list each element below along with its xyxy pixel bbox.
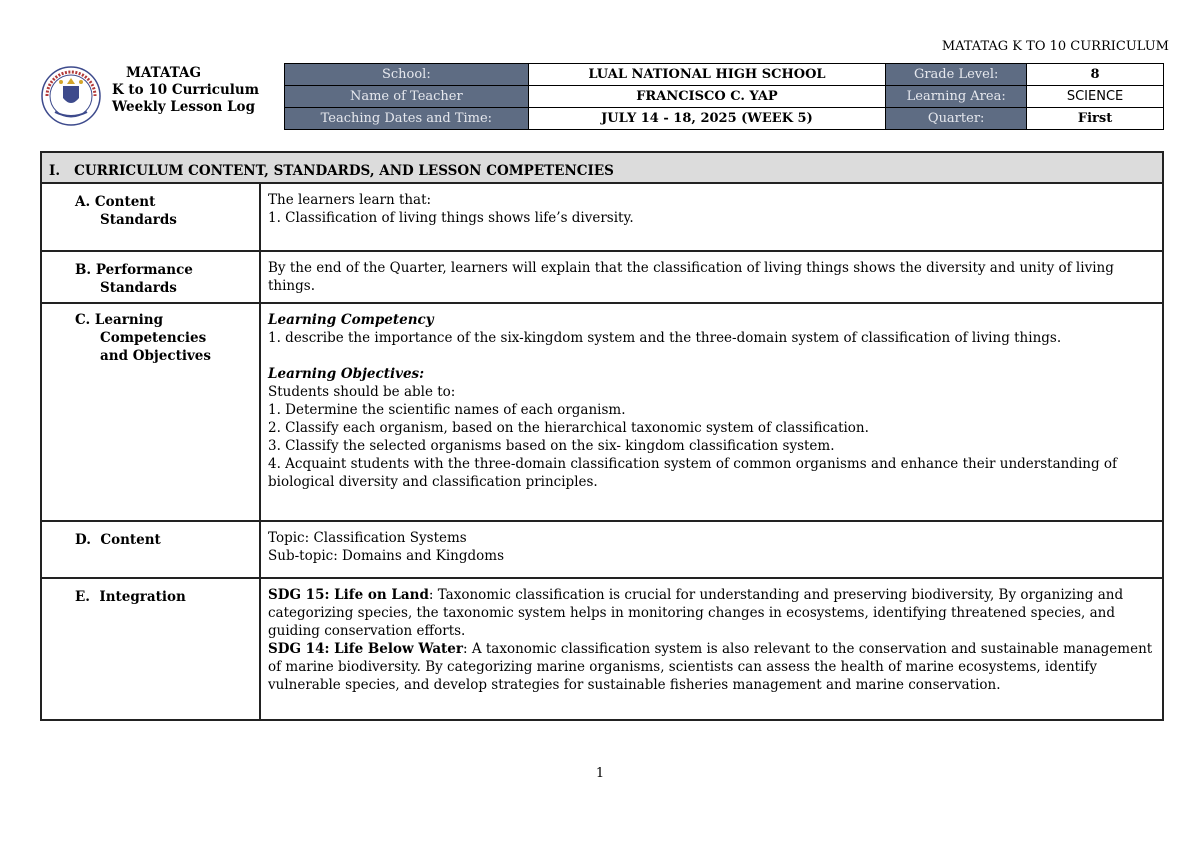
grade-level-value: 8 bbox=[1027, 64, 1164, 86]
content-standards-text: The learners learn that: 1. Classification of living things shows life’s diversity. bbox=[260, 183, 1163, 251]
sdg14-text: : A taxonomic classification system is also relevant to the conservation and sustainable management of marine biodiversity. By categorizing marine organisms, scientists can assess the health of marine ecosystems, identify vulnerable species, and develop strategies for sustainable fisheries management and marine conservation. bbox=[268, 641, 1153, 693]
grade-level-label: Grade Level: bbox=[886, 64, 1027, 86]
title-line-3: Weekly Lesson Log bbox=[112, 99, 256, 115]
sdg15-text: : Taxonomic classification is crucial for understanding and preserving biodiversity, By organizing and categorizing species, the taxonomic system helps in monitoring changes in ecosystems, identifying threatened species, and guiding conservation efforts. bbox=[268, 587, 1124, 639]
table-row bbox=[41, 251, 1163, 303]
section-title bbox=[41, 152, 1163, 183]
school-label: School: bbox=[285, 64, 529, 86]
page-number: 1 bbox=[595, 766, 605, 781]
table-row bbox=[41, 521, 1163, 578]
objective-item: 4. Acquaint students with the three-domain classification system of common organisms and enhance their understanding of biological diversity and classification principles. bbox=[268, 456, 1118, 490]
objective-item: 2. Classify each organism, based on the hierarchical taxonomic system of classification. bbox=[268, 420, 869, 436]
table-row bbox=[41, 303, 1163, 521]
sdg15-title: SDG 15: Life on Land bbox=[268, 587, 429, 603]
integration-label: E. Integration bbox=[41, 578, 260, 720]
objectives-intro: Students should be able to: bbox=[268, 384, 456, 400]
competency-item: 1. describe the importance of the six-kingdom system and the three-domain system of classification of living things. bbox=[268, 330, 1062, 346]
table-row bbox=[41, 578, 1163, 720]
teacher-value: FRANCISCO C. YAP bbox=[528, 86, 886, 108]
lesson-log-title bbox=[112, 65, 280, 116]
objectives-heading: Learning Objectives: bbox=[268, 366, 425, 382]
teacher-label: Name of Teacher bbox=[285, 86, 529, 108]
learning-area-value: SCIENCE bbox=[1027, 86, 1164, 108]
content-label: D. Content bbox=[41, 521, 260, 578]
curriculum-corner-label: MATATAG K TO 10 CURRICULUM bbox=[941, 39, 1169, 54]
objective-item: 1. Determine the scientific names of each organism. bbox=[268, 402, 626, 418]
quarter-value: First bbox=[1027, 108, 1164, 130]
section-header-row bbox=[41, 152, 1163, 183]
learning-area-label: Learning Area: bbox=[886, 86, 1027, 108]
section-number: I. bbox=[49, 163, 61, 179]
content-text: Topic: Classification Systems Sub-topic: Domains and Kingdoms bbox=[260, 521, 1163, 578]
title-line-1: MATATAG bbox=[126, 65, 202, 81]
table-row bbox=[41, 183, 1163, 251]
performance-standards-text: By the end of the Quarter, learners will explain that the classification of living things shows the diversity and unity of living things. bbox=[260, 251, 1163, 303]
dates-label: Teaching Dates and Time: bbox=[285, 108, 529, 130]
sdg14-title: SDG 14: Life Below Water bbox=[268, 641, 463, 657]
dates-value: JULY 14 - 18, 2025 (WEEK 5) bbox=[528, 108, 886, 130]
objective-item: 3. Classify the selected organisms based on the six- kingdom classification system. bbox=[268, 438, 835, 454]
content-standards-label: A. Content Standards bbox=[41, 183, 260, 251]
competencies-label: C. Learning Competencies and Objectives bbox=[41, 303, 260, 521]
performance-standards-label: B. Performance Standards bbox=[41, 251, 260, 303]
curriculum-content-table bbox=[40, 151, 1164, 721]
header-info-table bbox=[284, 63, 1164, 130]
section-title-text: CURRICULUM CONTENT, STANDARDS, AND LESSON COMPETENCIES bbox=[74, 163, 614, 179]
integration-text bbox=[260, 578, 1163, 720]
competency-heading: Learning Competency bbox=[268, 312, 434, 328]
competencies-text bbox=[260, 303, 1163, 521]
school-value: LUAL NATIONAL HIGH SCHOOL bbox=[528, 64, 886, 86]
quarter-label: Quarter: bbox=[886, 108, 1027, 130]
deped-seal-icon bbox=[41, 66, 101, 126]
title-line-2: K to 10 Curriculum bbox=[112, 82, 260, 98]
